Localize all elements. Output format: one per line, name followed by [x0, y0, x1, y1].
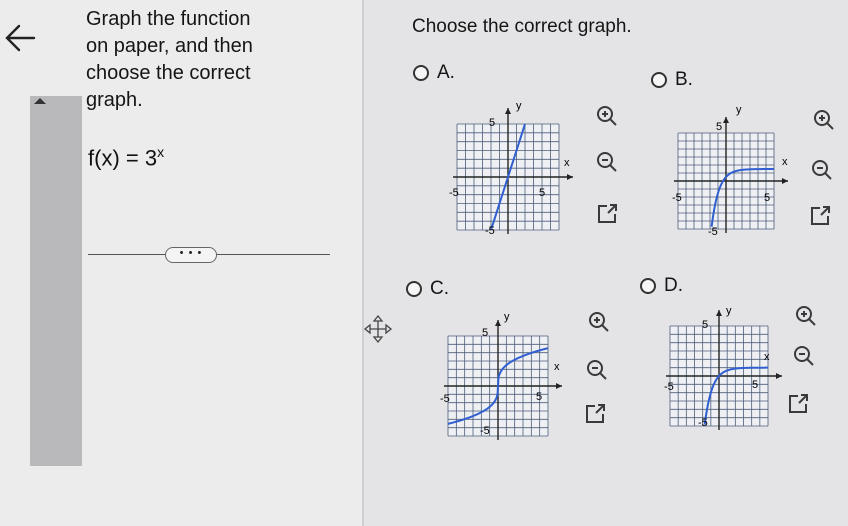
graph-a-y-tick-5: 5 [489, 117, 496, 129]
graph-c-y-tick-5: 5 [482, 327, 489, 339]
question-prompt: Choose the correct graph. [412, 16, 632, 37]
graph-d-zoom-in-icon[interactable] [794, 304, 818, 328]
graph-c-y-tick-neg5: -5 [480, 425, 490, 437]
option-d[interactable] [640, 275, 683, 297]
option-a[interactable] [413, 62, 455, 84]
scroll-up-arrow-icon[interactable] [31, 96, 49, 106]
option-a-radio[interactable] [413, 65, 429, 81]
y-axis-arrow [505, 108, 511, 114]
graph-b-expand-icon[interactable] [808, 204, 832, 228]
graph-b-y-tick-5: 5 [716, 121, 723, 133]
graph-c-x-tick-5: 5 [536, 391, 543, 403]
graph-b [668, 103, 808, 243]
graph-b-zoom-in-icon[interactable] [812, 108, 836, 132]
graph-b-zoom-out-icon[interactable] [810, 158, 834, 182]
back-arrow-icon[interactable] [2, 18, 42, 58]
graph-c-grid [444, 320, 562, 440]
option-c-radio[interactable] [406, 281, 422, 297]
graph-a-x-tick-neg5: -5 [449, 187, 459, 199]
x-axis-arrow [776, 373, 782, 379]
move-handle-icon[interactable] [363, 314, 393, 344]
graph-c-x-tick-neg5: -5 [440, 393, 450, 405]
graph-b-x-tick-5: 5 [764, 192, 771, 204]
graph-c-x-label: x [554, 361, 560, 373]
graph-d-y-tick-neg5: -5 [698, 417, 708, 429]
y-axis-arrow [716, 310, 722, 316]
graph-d-zoom-out-icon[interactable] [792, 344, 816, 368]
graph-b-x-tick-neg5: -5 [672, 192, 682, 204]
graph-d-x-tick-neg5: -5 [664, 381, 674, 393]
option-c[interactable] [406, 278, 449, 300]
instruction-line-2: on paper, and then [86, 35, 253, 57]
graph-c-expand-icon[interactable] [583, 402, 607, 426]
scrollbar[interactable] [30, 96, 82, 466]
option-d-radio[interactable] [640, 278, 656, 294]
x-axis-arrow [556, 383, 562, 389]
graph-a-zoom-in-icon[interactable] [595, 104, 619, 128]
x-axis-arrow [567, 174, 573, 180]
graph-b-grid [674, 117, 788, 233]
graph-c-y-label: y [504, 311, 510, 323]
graph-a-y-label: y [516, 100, 522, 112]
graph-b-y-label: y [736, 104, 742, 116]
graph-c-zoom-in-icon[interactable] [587, 310, 611, 334]
graph-c [436, 306, 576, 446]
y-axis-arrow [495, 320, 501, 326]
instruction-line-4: graph. [86, 89, 143, 111]
graph-d-x-tick-5: 5 [752, 379, 759, 391]
graph-a-y-tick-neg5: -5 [485, 225, 495, 237]
graph-a [443, 98, 583, 238]
graph-a-zoom-out-icon[interactable] [595, 150, 619, 174]
graph-a-x-label: x [564, 157, 570, 169]
graph-b-y-tick-neg5: -5 [708, 226, 718, 238]
y-axis-arrow [723, 117, 729, 123]
more-button[interactable]: • • • [165, 247, 217, 263]
option-b-radio[interactable] [651, 72, 667, 88]
graph-a-x-tick-5: 5 [539, 187, 546, 199]
graph-a-expand-icon[interactable] [595, 202, 619, 226]
graph-d-x-label: x [764, 351, 770, 363]
option-b[interactable] [651, 69, 693, 91]
instruction-line-1: Graph the function [86, 8, 251, 30]
graph-d-grid [666, 310, 782, 430]
graph-d-y-label: y [726, 305, 732, 317]
formula-exponent: x [157, 144, 165, 160]
formula-base: f(x) = 3 [88, 145, 158, 171]
graph-d [660, 300, 800, 440]
graph-b-x-label: x [782, 156, 788, 168]
option-d-label: D. [664, 275, 683, 296]
option-b-label: B. [675, 69, 693, 90]
graph-d-expand-icon[interactable] [786, 392, 810, 416]
option-c-label: C. [430, 278, 449, 299]
graph-c-zoom-out-icon[interactable] [585, 358, 609, 382]
graph-a-grid [453, 108, 573, 234]
function-formula [88, 144, 164, 171]
option-a-label: A. [437, 62, 455, 83]
instruction-line-3: choose the correct [86, 62, 251, 84]
graph-d-y-tick-5: 5 [702, 319, 709, 331]
x-axis-arrow [782, 178, 788, 184]
